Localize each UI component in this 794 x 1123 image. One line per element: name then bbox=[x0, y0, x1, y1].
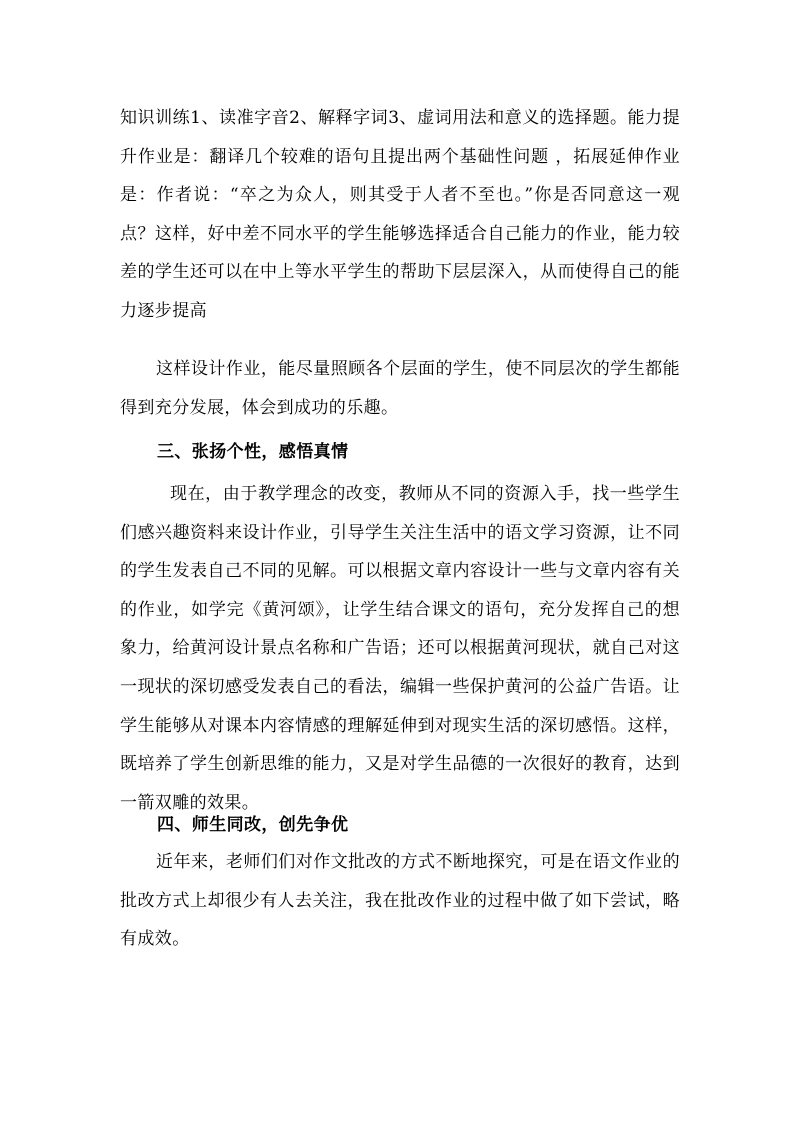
paragraph-correction: 近年来，老师们们对作文批改的方式不断地探究，可是在语文作业的批改方式上却很少有人去关注，我在批改作业的过程中做了如下尝试，略有成效。 bbox=[120, 852, 680, 950]
section-heading-3: 三、张扬个性，感悟真情 bbox=[157, 442, 349, 462]
paragraph-design-benefit: 这样设计作业，能尽量照顾各个层面的学生，使不同层次的学生都能得到充分发展，体会到成功的乐趣。 bbox=[120, 359, 680, 418]
section-heading-4: 四、师生同改，创先争优 bbox=[157, 815, 349, 835]
paragraph-personality: 现在，由于教学理念的改变，教师从不同的资源入手，找一些学生们感兴趣资料来设计作业，引导学生关注生活中的语文学习资源，让不同的学生发表自己不同的见解。可以根据文章内容设计一些与文章内容有关的作业，如学完《黄河颂》，让学生结合课文的语句，充分发挥自己的想象力，给黄河设计景点名称和广告语；还可以根据黄河现状，就自己对这一现状的深切感受发表自己的看法，编辑一些保护黄河的公益广告语。让学生能够从对课本内容情感的理解延伸到对现实生活的深切感悟。这样，既培养了学生创新思维的能力，又是对学生品德的一次很好的教育，达到一箭双雕的效果。 bbox=[120, 484, 680, 813]
paragraph-homework-levels: 知识训练1、读准字音2、解释字词3、虚词用法和意义的选择题。能力提升作业是：翻译几个较难的语句且提出两个基础性问题 ，拓展延伸作业是：作者说：“卒之为众人，则其受于人者不至也。”你是否同意这一观点？这样，好中差不同水平的学生能够选择适合自己能力的作业，能力较差的学生还可以在中上等水平学生的帮助下层层深入，从而使得自己的能力逐步提高 bbox=[120, 108, 680, 321]
